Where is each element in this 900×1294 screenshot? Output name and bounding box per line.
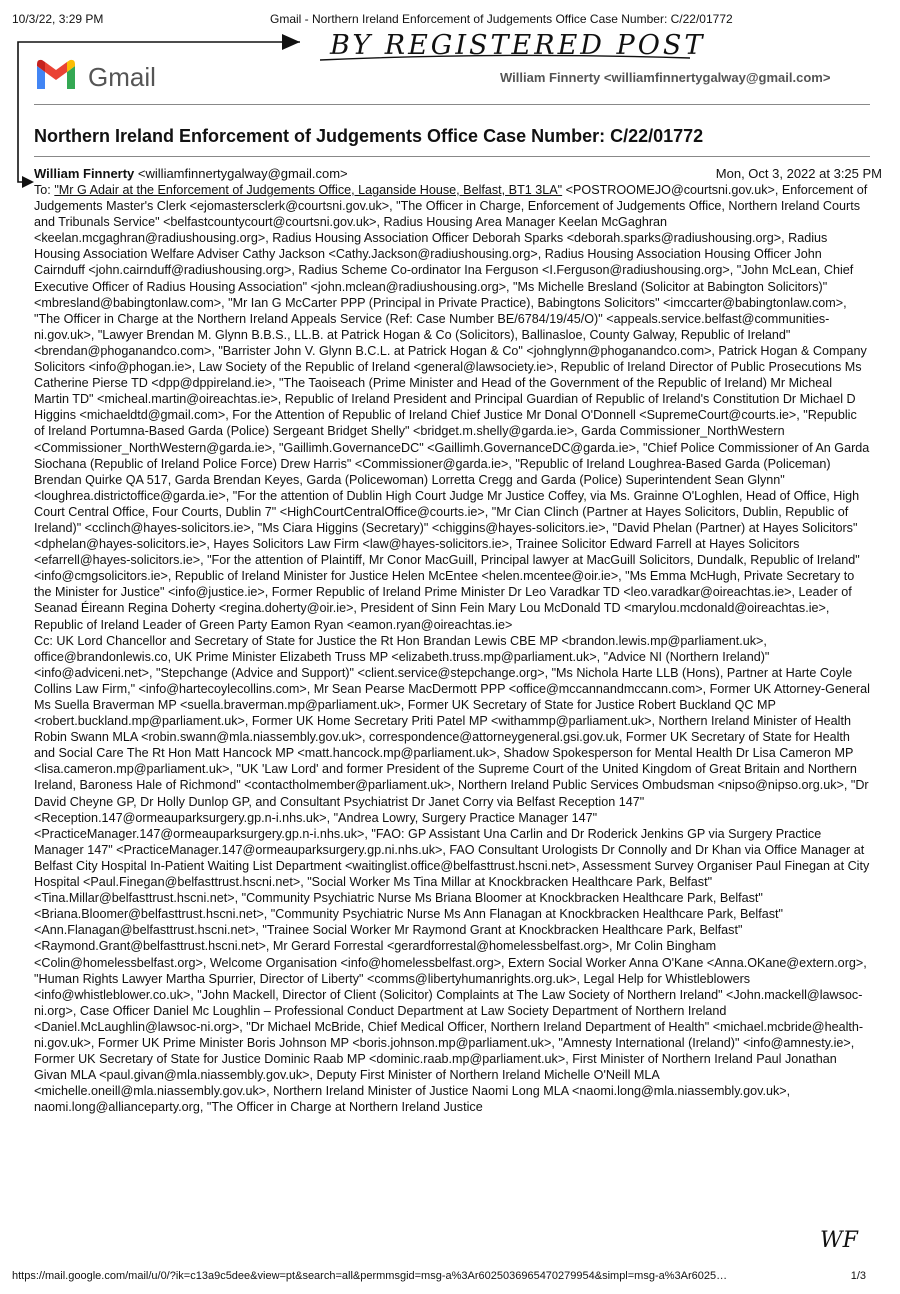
subject-divider [34,156,870,157]
email-subject: Northern Ireland Enforcement of Judgements Office Case Number: C/22/01772 [34,126,704,146]
cc-label: Cc: [34,633,53,648]
sender-line [34,166,348,181]
cc-recipients: UK Lord Chancellor and Secretary of State for Justice the Rt Hon Brandan Lewis CBE MP <brandon.lewis.mp@parliament.uk>, office@brandonlewis.co, UK Prime Minister Elizabeth Truss MP <elizabeth.truss.mp@parliament.uk>, "Advice NI (Northern Ireland)" <info@adviceni.net>, "Stepchange (Advice and Support)" <client.service@stepchange.org>, "Ms Nichola Harte LLB (Hons), Partner at Harte Coyle Collins Law Firm," <info@hartecoylecollins.com>, Mr Sean Pearse MacDermott PPP <office@mccannandmccann.com>, Former UK Attorney-General Ms Suella Braverman MP <suella.braverman.mp@parliament.uk>, Former UK Secretary of State for Justice Robert Buckland QC MP <robert.buckland.mp@parliament.uk>, Former UK Home Secretary Priti Patel MP <withammp@parliament.uk>, Northern Ireland Minister of Health Robin Swann MLA <robin.swann@mla.niassembly.gov.uk>, correspondence@attorneygeneral.gsi.gov.uk, Former UK Secretary of State for Health and Social Care The Rt Hon Matt Hancock MP <matt.hancock.mp@parliament.uk>, Shadow Spokesperson for Mental Health Dr Lisa Cameron MP <lisa.cameron.mp@parliament.uk>, "UK 'Law Lord' and former President of the Supreme Court of the United Kingdom of Great Britain and Northern Ireland, Baroness Hale of Richmond" <contactholmember@parliament.uk>, Northern Ireland Public Services Ombudsman <nipso@nipso.org.uk>, "Dr David Cheyne GP, Dr Holly Dunlop GP, and Consultant Psychiatrist Dr Janet Corry via Belfast Reception 147" <Reception.147@ormeauparksurgery.gp.n-i.nhs.uk>, "Andrea Lowry, Surgery Practice Manager 147" <PracticeManager.147@ormeauparksurgery.gp.n-i.nhs.uk>, "FAO: GP Assistant Una Carlin and Dr Roderick Jenkins GP via Surgery Practice Manager 147" <PracticeManager.147@ormeauparksurgery.gp.ni.nhs.uk>, FAO Consultant Urologists Dr Connolly and Dr Khan via Office Manager at Belfast City Hospital In-Patient Waiting List Department <waitinglist.office@belfasttrust.hscni.net>, Assessment Survey Organiser Paul Finegan at City Hospital <Paul.Finegan@belfasttrust.hscni.net>, "Social Worker Ms Tina Millar at Knockbracken Healthcare Park, Belfast" <Tina.Millar@belfasttrust.hscni.net>, "Community Psychiatric Nurse Ms Briana Bloomer at Knockbracken Healthcare Park, Belfast" <Briana.Bloomer@belfasttrust.hscni.net>, "Community Psychiatric Nurse Ms Ann Flanagan at Knockbracken Healthcare Park, Belfast" <Ann.Flanagan@belfasttrust.hscni.net>, "Trainee Social Worker Mr Raymond Grant at Knockbracken Healthcare Park, Belfast" <Raymond.Grant@belfasttrust.hscni.net>, Mr Gerard Forrestal <gerardforrestal@homelessbelfast.org>, Mr Colin Bingham <Colin@homelessbelfast.org>, Welcome Organisation <info@homelessbelfast.org>, Extern Social Worker Anna O'Kane <Anna.OKane@extern.org>, "Human Rights Lawyer Martha Spurrier, Director of Liberty" <comms@libertyhumanrights.org.uk>, Legal Help for Whistleblowers <info@whistleblower.co.uk>, "John Mackell, Director of Client (Solicitor) Complaints at The Law Society of Northern Ireland" <John.mackell@lawsoc-ni.org>, Case Officer Daniel Mc Loughlin – Professional Conduct Department at Law Society Department of Northern Ireland <Daniel.McLaughlin@lawsoc-ni.org>, "Dr Michael McBride, Chief Medical Officer, Northern Ireland Department of Health" <michael.mcbride@health-ni.gov.uk>, Former UK Prime Minister Boris Johnson MP <boris.johnson.mp@parliament.uk>, "Amnesty International (Ireland)" <info@amnesty.ie>, Former UK Secretary of State for Justice Dominic Raab MP <dominic.raab.mp@parliament.uk>, First Minister of Northern Ireland Paul Jonathan Givan MLA <paul.givan@mla.niassembly.gov.uk>, Deputy First Minister of Northern Ireland Michelle O'Neill MLA <michelle.oneill@mla.niassembly.gov.uk>, Northern Ireland Minister of Justice Naomi Long MLA <naomi.long@mla.niassembly.gov.uk>, naomi.long@allianceparty.org, "The Officer in Charge at Northern Ireland Justice [34,633,870,1115]
print-url: https://mail.google.com/mail/u/0/?ik=c13a9c5dee&view=pt&search=all&permmsgid=msg-a%3Ar6025036965470279954&simpl=msg-a%3Ar6025… [12,1270,728,1282]
sent-date: Mon, Oct 3, 2022 at 3:25 PM [715,166,882,181]
recipients-block [34,182,870,1115]
handwritten-initials: WF [820,1228,858,1253]
print-title: Gmail - Northern Ireland Enforcement of Judgements Office Case Number: C/22/01772 [270,12,733,26]
gmail-logo-icon [34,58,78,92]
to-first-recipient: "Mr G Adair at the Enforcement of Judgements Office, Laganside House, Belfast, BT1 3LA" [54,183,563,197]
print-date: 10/3/22, 3:29 PM [12,12,104,26]
page-number: 1/3 [850,1270,866,1282]
to-recipients: <POSTROOMEJO@courtsni.gov.uk>, Enforcement of Judgements Master's Clerk <ejomastersclerk@courtsni.gov.uk>, "The Officer in Charge, Enforcement of Judgements Office, Northern Ireland Courts and Tribunals Service" <belfastcountycourt@courtsni.gov.uk>, Radius Housing Area Manager Keelan McGaghran <keelan.mcgaghran@radiushousing.org>, Radius Housing Association Officer Deborah Sparks <deborah.sparks@radiushousing.org>, Radius Housing Association Welfare Adviser Cathy Jackson <Cathy.Jackson@radiushousing.org>, Radius Housing Association Housing Officer John Cairnduff <john.cairnduff@radiushousing.org>, Radius Scheme Co-ordinator Ina Ferguson <I.Ferguson@radiushousing.org>, "John McLean, Chief Executive Officer of Radius Housing Association" <john.mclean@radiushousing.org>, "Ms Michelle Bresland (Solicitor at Babington Solicitors)" <mbresland@babingtonlaw.com>, "Mr Ian G McCarter PPP (Principal in Private Practice), Babingtons Solicitors" <imccarter@babingtonlaw.com>, "The Officer in Charge at the Northern Ireland Appeals Service (Ref: Case Number BE/6784/19/45/O)" <appeals.service.belfast@communities-ni.gov.uk>, "Lawyer Brendan M. Glynn B.B.S., LL.B. at Patrick Hogan & Co (Solicitors), Ballinasloe, County Galway, Republic of Ireland" <brendan@phoganandco.com>, "Barrister John V. Glynn B.C.L. at Patrick Hogan & Co" <johnglynn@phoganandco.com>, Patrick Hogan & Company Solicitors <info@phogan.ie>, Law Society of the Republic of Ireland <general@lawsociety.ie>, Republic of Ireland Director of Public Prosecutions Ms Catherine Pierse TD <dpp@dppireland.ie>, "The Taoiseach (Prime Minister and Head of the Government of the Republic of Ireland) Mr Micheal Martin TD" <micheal.martin@oireachtas.ie>, Republic of Ireland President and Principal Guardian of Republic of Ireland's Constitution Dr Michael D Higgins <michaeldtd@gmail.com>, For the Attention of Republic of Ireland Chief Justice Mr Donal O'Donnell <SupremeCourt@courts.ie>, "Republic of Ireland Portumna-Based Garda (Police) Sergeant Bridget Shelly" <bridget.m.shelly@garda.ie>, Garda Commissioner_NorthWestern <Commissioner_NorthWestern@garda.ie>, "Gaillimh.GovernanceDC" <Gaillimh.GovernanceDC@garda.ie>, "Chief Police Commissioner of An Garda Siochana (Republic of Ireland Police Force) Drew Harris" <Commissioner@garda.ie>, "Republic of Ireland Loughrea-Based Garda (Policeman) Brendan Quirke QA 517, Garda Brendan Keyes, Garda (Policewoman) Lorretta Cregg and Garda (Police) Superintendent Sean Glynn" <loughrea.districtoffice@garda.ie>, "For the attention of Dublin High Court Judge Mr Justice Coffey, via Ms. Grainne O'Loghlen, Head of Office, High Court Central Office, Four Courts, Dublin 7" <HighCourtCentralOffice@courts.ie>, "Mr Cian Clinch (Partner at Hayes Solicitors, Dublin, Republic of Ireland)" <cclinch@hayes-solicitors.ie>, "Ms Ciara Higgins (Secretary)" <chiggins@hayes-solicitors.ie>, "David Phelan (Partner) at Hayes Solicitors" <dphelan@hayes-solicitors.ie>, Hayes Solicitors Law Firm <law@hayes-solicitors.ie>, Trainee Solicitor Edward Farrell at Hayes Solicitors <efarrell@hayes-solicitors.ie>, "For the attention of Plaintiff, Mr Conor MacGuill, Principal lawyer at MacGuill Solicitors, Dundalk, Republic of Ireland" <info@cmgsolicitors.ie>, Republic of Ireland Minister for Justice Helen McEntee <helen.mcentee@oir.ie>, "Ms Emma McHugh, Private Secretary to the Minister for Justice" <info@justice.ie>, Former Republic of Ireland Prime Minister Dr Leo Varadkar TD <leo.varadkar@oireachtas.ie>, Leader of Seanad Éireann Regina Doherty <regina.doherty@oir.ie>, President of Sinn Fein Mary Lou McDonald TD <marylou.mcdonald@oireachtas.ie>, Republic of Ireland Leader of Green Party Eamon Ryan <eamon.ryan@oireachtas.ie> [34,183,870,632]
gmail-wordmark: Gmail [88,62,156,92]
account-label: William Finnerty <williamfinnertygalway@gmail.com> [500,70,831,85]
to-label: To: [34,183,51,197]
handwritten-note: BY REGISTERED POST [330,30,706,61]
header-divider [34,104,870,105]
sender-name: William Finnerty [34,166,135,181]
sender-email: <williamfinnertygalway@gmail.com> [137,166,348,181]
